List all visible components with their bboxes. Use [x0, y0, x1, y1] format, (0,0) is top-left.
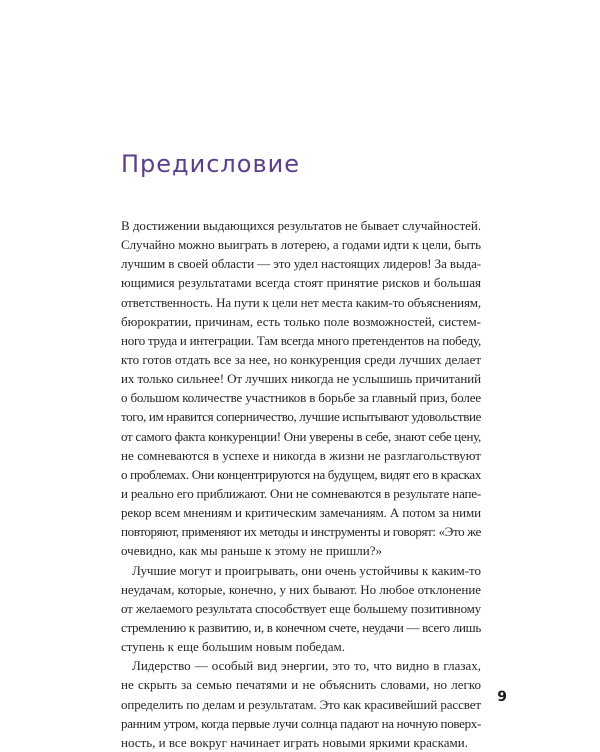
text-line: ность, и все вокруг начинает играть новыми яркими красками. [121, 734, 468, 750]
text-line: бюрократии, причинам, есть только поле возможностей, систем- [121, 313, 481, 329]
paragraph-2 [121, 561, 481, 657]
text-line: ответственность. На пути к цели нет места каким-то объяснениям, [121, 294, 481, 310]
paragraph-3 [121, 656, 481, 752]
text-line: не сомневаются в успехе и никогда в жизни не разглагольствуют [121, 447, 481, 463]
text-line: от желаемого результата способствует еще большему позитивному [121, 600, 481, 616]
text-line: определить по делам и результатам. Это как красивейший рассвет [121, 696, 481, 712]
text-line: Случайно можно выиграть в лотерею, а годами идти к цели, быть [121, 237, 481, 253]
text-line: о большом количестве участников в борьбе за главный приз, более [121, 390, 481, 406]
text-line: не скрыть за семью печатями и не объяснить словами, но легко [121, 677, 481, 693]
text-line: повторяют, применяют их методы и инструменты и говорят: «Это же [121, 524, 481, 540]
text-line: рекор всем мнениям и критическим замечаниям. А потом за ними [121, 505, 481, 521]
text-line: и реально его приближают. Они не сомневаются в результате напе- [121, 485, 481, 501]
text-line: ного труда и интеграции. Там всегда много претендентов на победу, [121, 332, 481, 348]
text-line: лучшим в своей области — это удел настоящих лидеров! За выда- [121, 256, 482, 272]
text-line: того, им нравится соперничество, лучшие испытывают удовольствие [121, 409, 481, 425]
text-line: ранним утром, когда первые лучи солнца падают на ночную поверх- [121, 715, 481, 731]
text-line: Лучшие могут и проигрывать, они очень устойчивы к каким-то [132, 562, 481, 578]
text-line: ющимися результатами всегда стоят принятие рисков и большая [121, 275, 481, 291]
text-line: от самого факта конкуренции! Они уверены в себе, знают себе цену, [121, 428, 481, 444]
text-line: стремлению к развитию, и, в конечном счете, неудачи — всего лишь [121, 619, 481, 635]
text-line: неудачам, которые, конечно, у них бывают. Но любое отклонение [121, 581, 481, 597]
text-line: ступень к еще большим новым победам. [121, 639, 345, 655]
text-line: В достижении выдающихся результатов не бывает случайностей. [121, 218, 481, 233]
text-line: очевидно, как мы раньше к этому не пришли?» [121, 543, 382, 559]
paragraph-1 [121, 216, 481, 561]
text-line: Лидерство — особый вид энергии, это то, что видно в глазах, [132, 658, 481, 674]
text-line: о проблемах. Они концентрируются на будущем, видят его в красках [121, 466, 481, 482]
page-number: 9 [497, 689, 507, 705]
text-line: кто готов отдать все за нее, но конкуренция среди лучших делает [121, 351, 481, 367]
text-line: их только сильнее! От лучших никогда не услышишь причитаний [121, 371, 481, 387]
chapter-title: Предисловие [121, 150, 300, 178]
chapter-body [121, 216, 481, 752]
